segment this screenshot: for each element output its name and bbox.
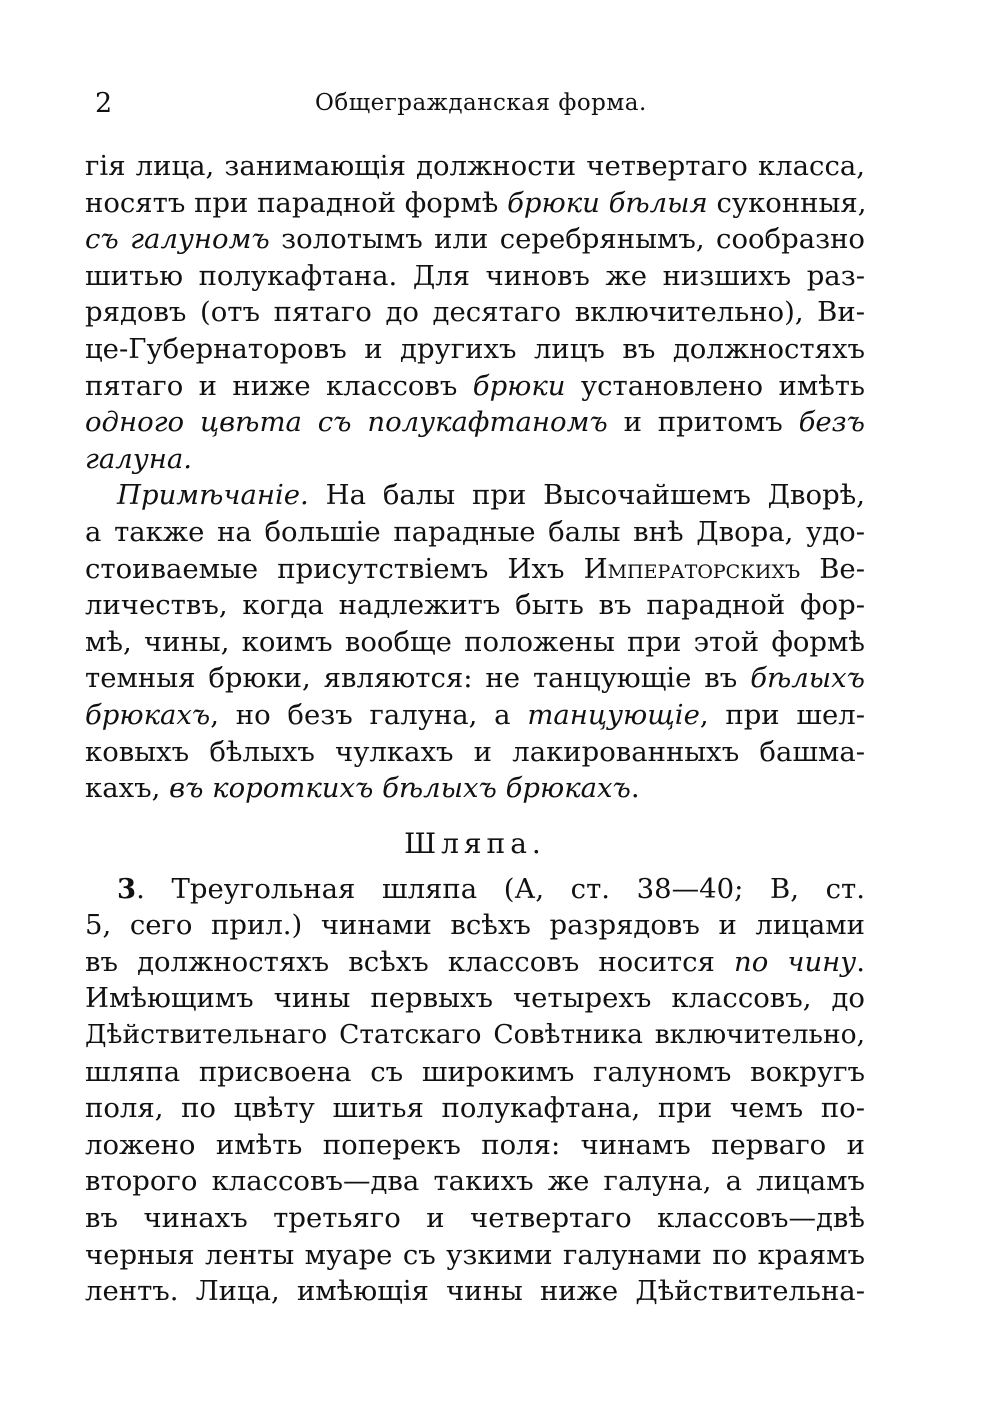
paragraph-trousers: [85, 148, 865, 477]
note-line: брюкахъ, но безъ галуна, а танцующіе, при шел-: [85, 698, 865, 731]
note-line: кахъ, въ короткихъ бѣлыхъ брюкахъ.: [85, 772, 640, 805]
section-heading: Шляпа.: [404, 826, 546, 860]
page-number: 2: [95, 88, 113, 119]
note-line: личествъ, когда надлежитъ быть въ парадной фор-: [85, 589, 865, 622]
text-line: второго классовъ—два такихъ же галуна, а лицамъ: [85, 1165, 865, 1198]
note-label: Примѣчаніе.: [117, 479, 309, 512]
text-line: шляпа присвоена съ широкимъ галуномъ вокругъ: [85, 1055, 865, 1088]
text-line: рядовъ (отъ пятаго до десятаго включительно), Ви-: [85, 296, 865, 329]
text-line: 5, сего прил.) чинами всѣхъ разрядовъ и лицами: [85, 909, 865, 942]
text-line: 3. Треугольная шляпа (А, ст. 38—40; В, ст.: [117, 872, 865, 905]
running-head: [95, 88, 875, 128]
note-line: а также на большіе парадные балы внѣ Двора, удо-: [85, 515, 865, 548]
text-line: въ должностяхъ всѣхъ классовъ носится по чину.: [85, 945, 865, 978]
note-line: темныя брюки, являются: не танцующіе въ бѣлыхъ: [85, 662, 865, 695]
note-paragraph: [85, 477, 865, 806]
note-line: ковыхъ бѣлыхъ чулкахъ и лакированныхъ башма-: [85, 735, 865, 768]
text-line: шитью полукафтана. Для чиновъ же низшихъ раз-: [85, 259, 865, 292]
paragraph-hat: [85, 871, 865, 1310]
text-line: съ галуномъ золотымъ или серебрянымъ, сообразно: [85, 223, 865, 256]
text-line: гія лица, занимающія должности четвертаго класса,: [85, 150, 865, 182]
text-line: Имѣющимъ чины первыхъ четырехъ классовъ, до: [85, 982, 865, 1015]
header-title: Общегражданская форма.: [315, 90, 647, 116]
note-line: мѣ, чины, коимъ вообще положены при этой формѣ: [85, 625, 865, 658]
text-line: носятъ при парадной формѣ брюки бѣлыя суконныя,: [85, 186, 867, 219]
text-line: галуна.: [85, 442, 193, 475]
text-line: въ чинахъ третьяго и четвертаго классовъ—двѣ: [85, 1202, 865, 1235]
text-line: це-Губернаторовъ и другихъ лицъ въ должностяхъ: [85, 332, 865, 365]
body-text: [85, 148, 865, 1310]
note-line: стоиваемые присутствіемъ Ихъ Императорскихъ Ве-: [85, 552, 865, 585]
text-line: одного цвѣта съ полукафтаномъ и притомъ безъ: [85, 406, 865, 439]
text-line: черныя ленты муаре съ узкими галунами по краямъ: [85, 1238, 865, 1271]
text-line: поля, по цвѣту шитья полукафтана, при чемъ по-: [85, 1092, 865, 1125]
text-line: ложено имѣть поперекъ поля: чинамъ перваго и: [85, 1128, 865, 1161]
note-line: Примѣчаніе. На балы при Высочайшемъ Дворѣ,: [117, 479, 865, 512]
article-number: 3: [117, 872, 137, 905]
text-line: Дѣйствительнаго Статскаго Совѣтника включительно,: [85, 1019, 865, 1051]
text-line: лентъ. Лица, имѣющія чины ниже Дѣйствительна-: [85, 1275, 865, 1308]
text-line: пятаго и ниже классовъ брюки установлено имѣть: [85, 369, 865, 402]
